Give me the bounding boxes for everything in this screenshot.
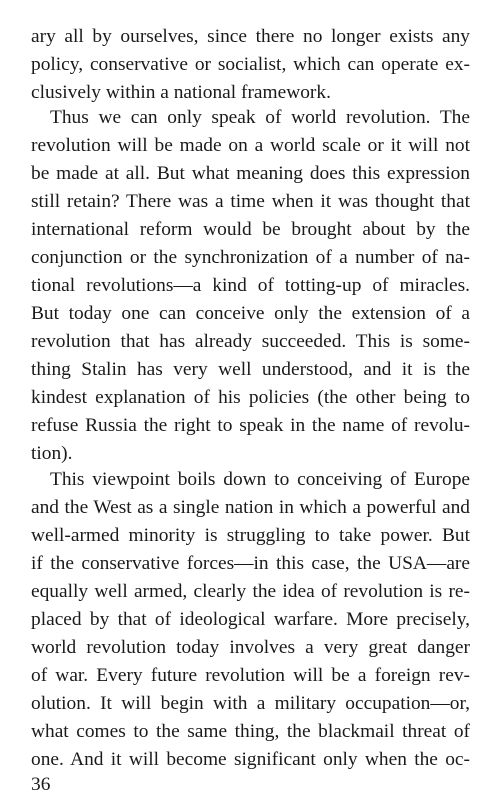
text-line: thing Stalin has very well understood, and it is the xyxy=(31,359,470,380)
text-line: tional revolutions—a kind of totting-up of miracles. xyxy=(31,275,470,296)
text-line: tion). xyxy=(31,443,73,464)
text-line: revolution that has already succeeded. This is some- xyxy=(31,331,470,352)
text-line: equally well armed, clearly the idea of revolution is re- xyxy=(31,581,470,602)
text-line: But today one can conceive only the extension of a xyxy=(31,303,470,324)
text-line: if the conservative forces—in this case, the USA—are xyxy=(31,553,470,574)
page-number: 36 xyxy=(31,774,51,795)
text-line: placed by that of ideological warfare. More precisely, xyxy=(31,609,470,630)
text-line: one. And it will become significant only when the oc- xyxy=(31,749,470,770)
text-line: conjunction or the synchronization of a number of na- xyxy=(31,247,470,268)
text-line: olution. It will begin with a military occupation—or, xyxy=(31,693,470,714)
text-line: This viewpoint boils down to conceiving of Europe xyxy=(50,469,470,490)
text-line: of war. Every future revolution will be a foreign rev- xyxy=(31,665,470,686)
text-line: ary all by ourselves, since there no longer exists any xyxy=(31,26,470,47)
text-line: still retain? There was a time when it was thought that xyxy=(31,191,470,212)
text-line: what comes to the same thing, the blackmail threat of xyxy=(31,721,470,742)
text-line: world revolution today involves a very great danger xyxy=(31,637,470,658)
text-line: refuse Russia the right to speak in the name of revolu- xyxy=(31,415,470,436)
text-line: revolution will be made on a world scale or it will not xyxy=(31,135,470,156)
text-line: clusively within a national framework. xyxy=(31,82,331,103)
text-line: well-armed minority is struggling to take power. But xyxy=(31,525,470,546)
text-line: and the West as a single nation in which a powerful and xyxy=(31,497,470,518)
text-line: policy, conservative or socialist, which can operate ex- xyxy=(31,54,470,75)
text-line: Thus we can only speak of world revolution. The xyxy=(50,107,470,128)
text-line: be made at all. But what meaning does this expression xyxy=(31,163,470,184)
text-line: kindest explanation of his policies (the other being to xyxy=(31,387,470,408)
text-line: international reform would be brought about by the xyxy=(31,219,470,240)
